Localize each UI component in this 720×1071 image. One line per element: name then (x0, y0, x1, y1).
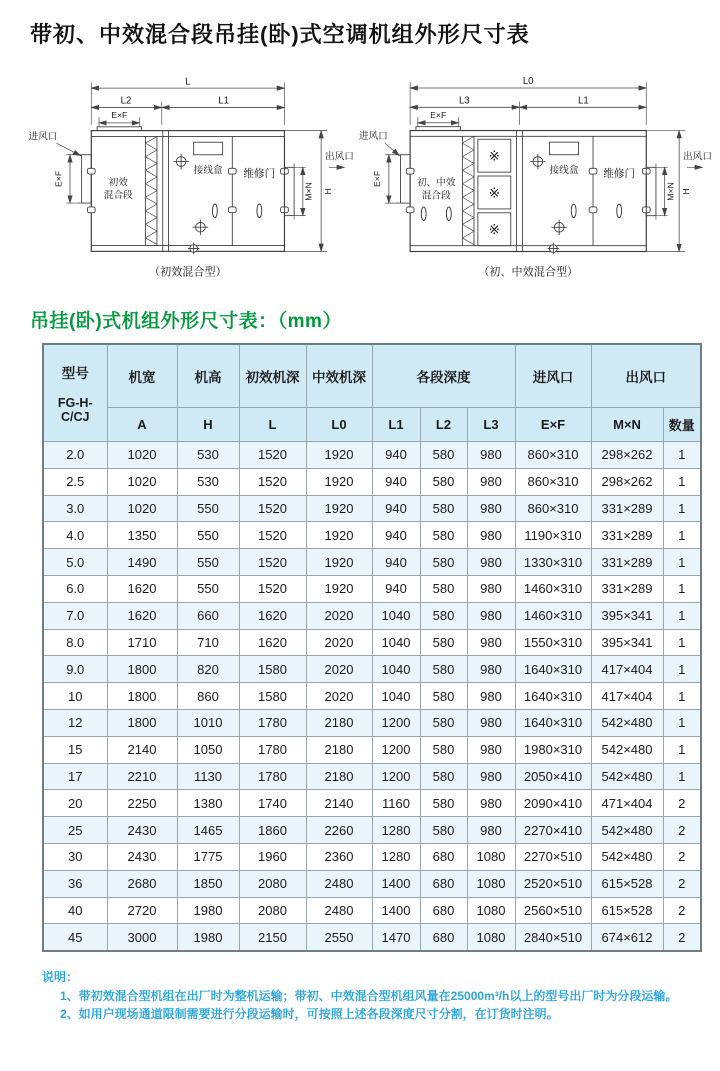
cell-depth-L: 2080 (239, 897, 306, 924)
cell-depth-L2: 580 (420, 522, 467, 549)
cell-outlet-MxN: 542×480 (591, 709, 663, 736)
cell-depth-L0: 1920 (306, 468, 372, 495)
cell-outlet-qty: 1 (663, 575, 701, 602)
cell-inlet-ExF: 1330×310 (515, 549, 591, 576)
cell-depth-L0: 2360 (306, 843, 372, 870)
cell-depth-L: 1860 (239, 817, 306, 844)
table-row (43, 843, 701, 870)
cell-depth-L1: 940 (372, 495, 420, 522)
cell-depth-L2: 580 (420, 602, 467, 629)
col-header-medium-depth: 中效机深 (306, 344, 372, 408)
cell-width-A: 1710 (107, 629, 177, 656)
cell-depth-L1: 1280 (372, 817, 420, 844)
table-row (43, 468, 701, 495)
cell-depth-L1: 1200 (372, 736, 420, 763)
table-row (43, 656, 701, 683)
cell-inlet-ExF: 860×310 (515, 495, 591, 522)
cell-inlet-ExF: 1190×310 (515, 522, 591, 549)
cell-depth-L: 2080 (239, 870, 306, 897)
dim-total-label: L0 (522, 76, 534, 88)
cell-outlet-qty: 1 (663, 468, 701, 495)
subcol-MxN: M×N (591, 408, 663, 442)
cell-depth-L3: 1080 (467, 870, 515, 897)
table-section-title: 吊挂(卧)式机组外形尺寸表：（mm） (30, 311, 342, 332)
dimension-lines (53, 76, 332, 251)
cell-outlet-MxN: 674×612 (591, 924, 663, 951)
cell-depth-L3: 980 (467, 629, 515, 656)
cell-width-A: 2430 (107, 843, 177, 870)
cell-inlet-ExF: 1640×310 (515, 683, 591, 710)
cell-height-H: 1380 (177, 790, 239, 817)
cell-depth-L1: 1400 (372, 897, 420, 924)
cell-outlet-qty: 1 (663, 549, 701, 576)
cell-outlet-qty: 1 (663, 495, 701, 522)
cell-outlet-MxN: 542×480 (591, 736, 663, 763)
cell-depth-L3: 1080 (467, 843, 515, 870)
cell-outlet-MxN: 331×289 (591, 575, 663, 602)
cell-outlet-MxN: 471×404 (591, 790, 663, 817)
cell-depth-L3: 980 (467, 468, 515, 495)
dim-inlet-top-label: E×F (430, 109, 447, 120)
cell-outlet-MxN: 542×480 (591, 843, 663, 870)
cell-width-A: 2250 (107, 790, 177, 817)
cell-depth-L3: 980 (467, 495, 515, 522)
cell-depth-L: 1520 (239, 442, 306, 469)
table-row (43, 602, 701, 629)
cell-model: 3.0 (43, 495, 107, 522)
cell-inlet-ExF: 1460×310 (515, 602, 591, 629)
dim-total-label: L (185, 76, 191, 88)
table-row (43, 736, 701, 763)
filter-hatch-icon: ※ (488, 185, 500, 201)
cell-outlet-qty: 2 (663, 790, 701, 817)
cell-height-H: 550 (177, 549, 239, 576)
cell-depth-L2: 580 (420, 790, 467, 817)
cell-depth-L0: 2020 (306, 602, 372, 629)
cell-height-H: 550 (177, 575, 239, 602)
cell-depth-L3: 980 (467, 763, 515, 790)
dim-rear-label: L1 (577, 95, 589, 107)
cell-model: 6.0 (43, 575, 107, 602)
cell-model: 7.0 (43, 602, 107, 629)
cell-depth-L1: 1160 (372, 790, 420, 817)
col-header-outlet: 出风口 (591, 344, 701, 408)
cell-model: 36 (43, 870, 107, 897)
cell-outlet-MxN: 395×341 (591, 602, 663, 629)
outlet-label: 出风口 (683, 151, 713, 163)
cell-model: 15 (43, 736, 107, 763)
table-row (43, 549, 701, 576)
cell-height-H: 1850 (177, 870, 239, 897)
cell-inlet-ExF: 2270×510 (515, 843, 591, 870)
cell-width-A: 1490 (107, 549, 177, 576)
page-title: 带初、中效混合段吊挂(卧)式空调机组外形尺寸表 (30, 22, 530, 47)
table-row (43, 683, 701, 710)
cell-depth-L3: 980 (467, 790, 515, 817)
cell-model: 40 (43, 897, 107, 924)
diagram-primary-mixing-unit (14, 59, 354, 294)
dimension-table (42, 343, 702, 952)
col-header-model (43, 344, 107, 442)
cell-inlet-ExF: 860×310 (515, 468, 591, 495)
model-code-line1: FG-H- (57, 395, 93, 410)
table-header (43, 344, 701, 442)
service-door-label: 维修门 (603, 167, 636, 180)
cell-depth-L2: 580 (420, 817, 467, 844)
cell-depth-L3: 980 (467, 602, 515, 629)
cell-depth-L3: 980 (467, 575, 515, 602)
table-row (43, 629, 701, 656)
cell-width-A: 1620 (107, 602, 177, 629)
section-label-line2: 混合段 (103, 190, 133, 202)
cell-model: 10 (43, 683, 107, 710)
cell-width-A: 1620 (107, 575, 177, 602)
subcol-ExF: E×F (515, 408, 591, 442)
cell-depth-L2: 580 (420, 709, 467, 736)
cell-outlet-MxN: 298×262 (591, 468, 663, 495)
section-label-line2: 混合段 (421, 190, 451, 202)
cell-depth-L0: 2020 (306, 656, 372, 683)
cell-outlet-MxN: 298×262 (591, 442, 663, 469)
dim-inlet-side-label: E×F (372, 170, 383, 188)
filter-hatch-icon: ※ (488, 222, 500, 238)
model-label: 型号 (61, 365, 89, 381)
cell-depth-L1: 1040 (372, 629, 420, 656)
catalog-page (0, 18, 720, 1071)
cell-outlet-MxN: 331×289 (591, 549, 663, 576)
cell-model: 25 (43, 817, 107, 844)
cell-outlet-qty: 1 (663, 683, 701, 710)
subcol-qty: 数量 (663, 408, 701, 442)
cell-height-H: 1010 (177, 709, 239, 736)
dim-rear-label: L1 (218, 95, 229, 107)
cell-depth-L0: 2020 (306, 683, 372, 710)
cell-depth-L1: 1470 (372, 924, 420, 951)
cell-height-H: 660 (177, 602, 239, 629)
dimension-lines (372, 76, 691, 251)
filter-hatch-icon: ※ (488, 148, 500, 164)
cell-height-H: 710 (177, 629, 239, 656)
cell-depth-L0: 2480 (306, 897, 372, 924)
cell-depth-L2: 580 (420, 736, 467, 763)
notes-heading: 说明： (42, 970, 79, 985)
cell-depth-L: 1780 (239, 763, 306, 790)
cell-depth-L0: 2180 (306, 736, 372, 763)
junction-box-label: 接线盒 (193, 165, 223, 177)
cell-depth-L1: 1040 (372, 602, 420, 629)
dim-inlet-top-label: E×F (111, 110, 128, 121)
table-row (43, 870, 701, 897)
cell-width-A: 1020 (107, 495, 177, 522)
cell-outlet-MxN: 395×341 (591, 629, 663, 656)
cell-inlet-ExF: 1640×310 (515, 656, 591, 683)
cell-inlet-ExF: 2560×510 (515, 897, 591, 924)
medium-filter-cells (478, 139, 511, 245)
cell-depth-L: 1580 (239, 656, 306, 683)
subcol-H: H (177, 408, 239, 442)
cell-height-H: 1775 (177, 843, 239, 870)
cell-depth-L3: 980 (467, 736, 515, 763)
cell-outlet-qty: 1 (663, 736, 701, 763)
table-row (43, 924, 701, 951)
table-row (43, 763, 701, 790)
cell-depth-L0: 2260 (306, 817, 372, 844)
diagram-row (14, 59, 720, 294)
cell-depth-L0: 2020 (306, 629, 372, 656)
table-row (43, 817, 701, 844)
cell-depth-L0: 1920 (306, 549, 372, 576)
cell-depth-L0: 1920 (306, 522, 372, 549)
cell-inlet-ExF: 1980×310 (515, 736, 591, 763)
cell-model: 2.0 (43, 442, 107, 469)
cell-depth-L1: 940 (372, 549, 420, 576)
dim-height-label: H (680, 188, 691, 195)
cell-outlet-qty: 2 (663, 817, 701, 844)
cell-outlet-qty: 2 (663, 870, 701, 897)
cell-depth-L2: 580 (420, 442, 467, 469)
cell-model: 30 (43, 843, 107, 870)
cell-depth-L2: 580 (420, 656, 467, 683)
cell-width-A: 2140 (107, 736, 177, 763)
cell-outlet-MxN: 417×404 (591, 683, 663, 710)
cell-width-A: 2210 (107, 763, 177, 790)
note-item-2: 2、如用户现场通道限制需要进行分段运输时，可按照上述各段深度尺寸分割，在订货时注明。 (60, 1007, 559, 1022)
dim-front-label: L2 (120, 95, 132, 107)
table-row (43, 522, 701, 549)
cell-depth-L: 1960 (239, 843, 306, 870)
cell-depth-L3: 980 (467, 683, 515, 710)
cell-model: 2.5 (43, 468, 107, 495)
cell-outlet-qty: 1 (663, 602, 701, 629)
cell-depth-L2: 580 (420, 629, 467, 656)
cell-width-A: 3000 (107, 924, 177, 951)
cell-inlet-ExF: 1460×310 (515, 575, 591, 602)
cell-depth-L2: 580 (420, 495, 467, 522)
cell-height-H: 1130 (177, 763, 239, 790)
cell-depth-L: 1780 (239, 709, 306, 736)
cell-depth-L0: 2180 (306, 763, 372, 790)
note-item-1: 1、带初效混合型机组在出厂时为整机运输；带初、中效混合型机组风量在25000m³/h以上的型号出厂时为分段运输。 (60, 988, 678, 1003)
cell-model: 17 (43, 763, 107, 790)
dim-height-label: H (322, 188, 333, 195)
cell-height-H: 530 (177, 468, 239, 495)
cell-inlet-ExF: 860×310 (515, 442, 591, 469)
table-row (43, 495, 701, 522)
cell-outlet-MxN: 331×289 (591, 522, 663, 549)
cell-height-H: 820 (177, 656, 239, 683)
cell-outlet-qty: 1 (663, 442, 701, 469)
cell-height-H: 550 (177, 522, 239, 549)
table-row (43, 897, 701, 924)
cell-model: 12 (43, 709, 107, 736)
model-code-line2: C/CJ (61, 410, 90, 424)
cell-model: 45 (43, 924, 107, 951)
cell-inlet-ExF: 2840×510 (515, 924, 591, 951)
diagram-caption: （初效混合型） (149, 266, 227, 279)
cell-depth-L: 1520 (239, 575, 306, 602)
cell-width-A: 2680 (107, 870, 177, 897)
col-header-width: 机宽 (107, 344, 177, 408)
cell-width-A: 1800 (107, 656, 177, 683)
outlet-label: 出风口 (325, 151, 354, 163)
cell-depth-L: 1620 (239, 629, 306, 656)
cell-outlet-qty: 2 (663, 924, 701, 951)
cell-depth-L1: 940 (372, 575, 420, 602)
cell-depth-L3: 980 (467, 522, 515, 549)
cell-depth-L0: 1920 (306, 495, 372, 522)
subcol-L2: L2 (420, 408, 467, 442)
cell-depth-L1: 1040 (372, 656, 420, 683)
cell-depth-L: 1740 (239, 790, 306, 817)
diagram-text-labels (29, 130, 354, 278)
col-header-primary-depth: 初效机深 (239, 344, 306, 408)
section-label-line1: 初效 (108, 177, 128, 189)
dim-outlet-label: M×N (303, 182, 314, 201)
subcol-L0: L0 (306, 408, 372, 442)
cell-depth-L0: 1920 (306, 442, 372, 469)
cell-height-H: 1050 (177, 736, 239, 763)
cell-width-A: 1350 (107, 522, 177, 549)
cell-model: 20 (43, 790, 107, 817)
cell-depth-L: 1520 (239, 495, 306, 522)
cell-outlet-MxN: 417×404 (591, 656, 663, 683)
cell-depth-L: 1520 (239, 549, 306, 576)
cell-depth-L2: 580 (420, 683, 467, 710)
cell-height-H: 860 (177, 683, 239, 710)
section-label-line1: 初、中效 (416, 177, 456, 189)
cell-depth-L1: 1200 (372, 763, 420, 790)
cell-depth-L3: 980 (467, 656, 515, 683)
cell-outlet-qty: 1 (663, 709, 701, 736)
cell-width-A: 1020 (107, 468, 177, 495)
cell-depth-L1: 940 (372, 522, 420, 549)
cell-height-H: 1980 (177, 924, 239, 951)
cell-depth-L2: 580 (420, 763, 467, 790)
cell-depth-L: 1520 (239, 522, 306, 549)
junction-box-label: 接线盒 (549, 165, 579, 177)
cell-depth-L0: 2550 (306, 924, 372, 951)
cell-width-A: 1800 (107, 683, 177, 710)
table-row (43, 442, 701, 469)
cell-depth-L2: 580 (420, 549, 467, 576)
cell-depth-L1: 1280 (372, 843, 420, 870)
cell-width-A: 2720 (107, 897, 177, 924)
col-header-section-depths: 各段深度 (372, 344, 515, 408)
cell-outlet-MxN: 542×480 (591, 817, 663, 844)
cell-depth-L: 2150 (239, 924, 306, 951)
table-body (43, 442, 701, 952)
cell-depth-L2: 680 (420, 897, 467, 924)
cell-depth-L1: 940 (372, 468, 420, 495)
cell-depth-L2: 580 (420, 575, 467, 602)
cell-depth-L3: 1080 (467, 924, 515, 951)
cell-model: 9.0 (43, 656, 107, 683)
cell-depth-L2: 680 (420, 924, 467, 951)
cell-width-A: 2430 (107, 817, 177, 844)
cell-height-H: 530 (177, 442, 239, 469)
col-header-inlet: 进风口 (515, 344, 591, 408)
dim-inlet-side-label: E×F (53, 170, 64, 188)
cell-outlet-qty: 1 (663, 763, 701, 790)
cell-inlet-ExF: 2050×410 (515, 763, 591, 790)
table-row (43, 709, 701, 736)
notes-block (42, 968, 720, 1024)
dim-front-label: L3 (458, 95, 470, 107)
cell-outlet-qty: 2 (663, 843, 701, 870)
cell-outlet-MxN: 615×528 (591, 897, 663, 924)
cell-model: 5.0 (43, 549, 107, 576)
diagram-caption: （初、中效混合型） (478, 266, 579, 279)
inlet-label: 进风口 (358, 131, 388, 143)
cell-height-H: 550 (177, 495, 239, 522)
cell-model: 4.0 (43, 522, 107, 549)
cell-outlet-qty: 1 (663, 522, 701, 549)
cell-depth-L3: 980 (467, 442, 515, 469)
cell-outlet-qty: 2 (663, 897, 701, 924)
cell-model: 8.0 (43, 629, 107, 656)
diagram-primary-medium-mixing-unit (354, 59, 714, 294)
cell-depth-L1: 1200 (372, 709, 420, 736)
cell-depth-L2: 680 (420, 843, 467, 870)
cell-outlet-qty: 1 (663, 629, 701, 656)
cell-depth-L0: 2180 (306, 709, 372, 736)
service-door-label: 维修门 (243, 167, 276, 180)
cell-depth-L2: 680 (420, 870, 467, 897)
cell-depth-L1: 1400 (372, 870, 420, 897)
cell-inlet-ExF: 2520×510 (515, 870, 591, 897)
cell-depth-L3: 980 (467, 817, 515, 844)
cell-inlet-ExF: 1640×310 (515, 709, 591, 736)
dim-outlet-label: M×N (665, 182, 676, 201)
col-header-height: 机高 (177, 344, 239, 408)
cell-depth-L1: 1040 (372, 683, 420, 710)
cell-outlet-MxN: 615×528 (591, 870, 663, 897)
subcol-L: L (239, 408, 306, 442)
cell-height-H: 1980 (177, 897, 239, 924)
cell-width-A: 1020 (107, 442, 177, 469)
cell-height-H: 1465 (177, 817, 239, 844)
diagram-text-labels (359, 130, 712, 278)
table-row (43, 575, 701, 602)
cell-depth-L2: 580 (420, 468, 467, 495)
cell-depth-L: 1780 (239, 736, 306, 763)
cell-depth-L0: 2140 (306, 790, 372, 817)
cell-depth-L: 1620 (239, 602, 306, 629)
subcol-L3: L3 (467, 408, 515, 442)
table-row (43, 790, 701, 817)
inlet-label: 进风口 (28, 131, 58, 143)
cell-outlet-MxN: 331×289 (591, 495, 663, 522)
cell-outlet-qty: 1 (663, 656, 701, 683)
cell-depth-L: 1520 (239, 468, 306, 495)
subcol-L1: L1 (372, 408, 420, 442)
cell-outlet-MxN: 542×480 (591, 763, 663, 790)
cell-depth-L1: 940 (372, 442, 420, 469)
cell-depth-L3: 980 (467, 709, 515, 736)
cell-inlet-ExF: 1550×310 (515, 629, 591, 656)
cell-inlet-ExF: 2090×410 (515, 790, 591, 817)
cell-depth-L: 1580 (239, 683, 306, 710)
cell-depth-L0: 2480 (306, 870, 372, 897)
cell-depth-L3: 980 (467, 549, 515, 576)
cell-width-A: 1800 (107, 709, 177, 736)
cell-depth-L0: 1920 (306, 575, 372, 602)
cell-depth-L3: 1080 (467, 897, 515, 924)
cell-inlet-ExF: 2270×410 (515, 817, 591, 844)
subcol-A: A (107, 408, 177, 442)
